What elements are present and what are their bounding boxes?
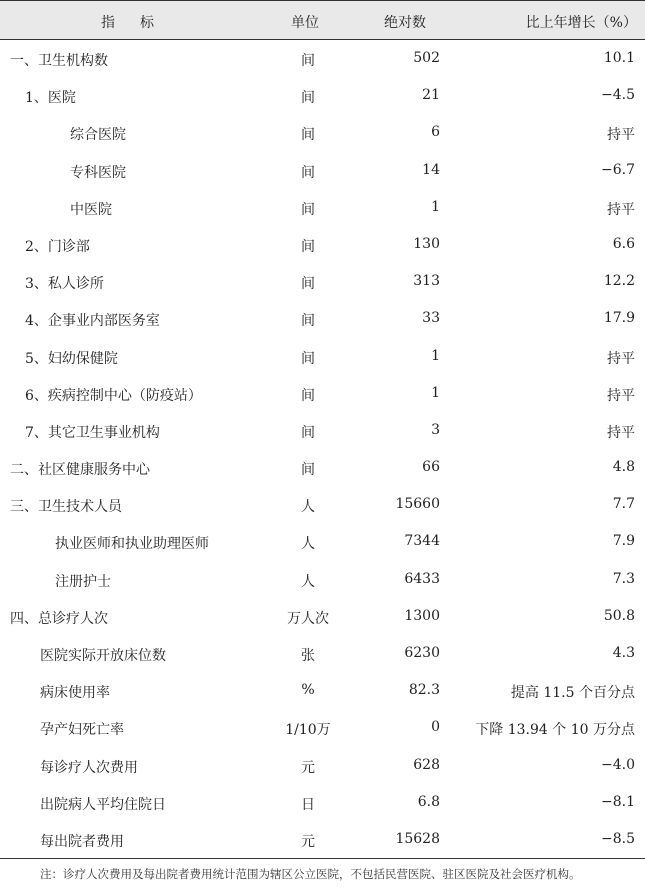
row-unit: 1/10万	[285, 722, 331, 739]
row-growth: −8.1	[601, 793, 635, 810]
row-growth: 7.3	[612, 570, 635, 587]
row-absolute: 82.3	[408, 682, 440, 699]
row-indicator: 二、社区健康服务中心	[10, 462, 150, 479]
row-indicator: 3、私人诊所	[25, 276, 104, 293]
row-growth: 7.9	[612, 533, 635, 550]
row-indicator: 孕产妇死亡率	[40, 722, 124, 739]
row-growth: 持平	[607, 127, 635, 144]
row-absolute: 6433	[404, 570, 440, 587]
table-row	[0, 449, 645, 486]
row-absolute: 6230	[404, 645, 440, 661]
row-unit: 间	[301, 387, 315, 404]
bottom-rule	[0, 858, 645, 859]
row-unit: 间	[301, 462, 315, 479]
row-growth: 持平	[607, 350, 635, 367]
row-growth: 50.8	[603, 607, 635, 624]
table-row	[0, 523, 645, 560]
row-indicator: 6、疾病控制中心（防疫站）	[25, 387, 202, 404]
row-unit: 间	[301, 90, 315, 107]
row-absolute: 15660	[395, 496, 440, 513]
row-growth: 4.8	[612, 459, 635, 476]
table-row	[0, 486, 645, 523]
row-absolute: 1300	[404, 607, 440, 624]
row-unit: 间	[301, 201, 315, 218]
row-absolute: 6.8	[417, 793, 440, 810]
row-absolute: 1	[431, 384, 440, 401]
row-indicator: 三、卫生技术人员	[10, 499, 122, 516]
row-indicator: 2、门诊部	[25, 238, 90, 255]
table-row	[0, 114, 645, 151]
row-absolute: 0	[431, 719, 440, 736]
table-row	[0, 189, 645, 226]
row-growth: 4.3	[612, 645, 635, 661]
row-absolute: 3	[431, 421, 440, 438]
row-unit: 间	[301, 53, 315, 69]
row-indicator: 5、妇幼保健院	[25, 350, 118, 367]
row-absolute: 7344	[404, 533, 440, 550]
row-growth: 持平	[607, 424, 635, 441]
table-row	[0, 300, 645, 337]
row-absolute: 15628	[395, 830, 440, 847]
row-indicator: 4、企事业内部医务室	[25, 313, 160, 330]
row-absolute: 1	[431, 347, 440, 364]
row-absolute: 628	[413, 756, 440, 773]
row-growth: 12.2	[603, 273, 635, 290]
table-body	[0, 40, 645, 858]
row-unit: 张	[301, 648, 315, 664]
table-row	[0, 709, 645, 746]
row-indicator: 注册护士	[55, 573, 111, 590]
table-header	[0, 0, 645, 40]
row-indicator: 病床使用率	[40, 685, 110, 702]
table-row	[0, 821, 645, 858]
row-absolute: 130	[413, 235, 440, 252]
row-unit: 间	[301, 313, 315, 330]
row-absolute: 1	[431, 198, 440, 215]
row-growth: −8.5	[601, 830, 635, 847]
row-indicator: 1、医院	[25, 90, 76, 107]
row-unit: 人	[301, 573, 315, 590]
row-indicator: 综合医院	[70, 127, 126, 144]
row-indicator: 执业医师和执业助理医师	[55, 536, 209, 553]
table-row	[0, 263, 645, 300]
row-unit: 间	[301, 238, 315, 255]
header-growth: 比上年增长（%）	[525, 15, 637, 31]
row-growth: 下降 13.94 个 10 万分点	[475, 722, 635, 739]
row-unit: 间	[301, 164, 315, 181]
header-indicator: 指标	[101, 15, 179, 31]
table-row	[0, 375, 645, 412]
table-row	[0, 672, 645, 709]
table-row	[0, 784, 645, 821]
footnote: 注：诊疗人次费用及每出院者费用统计范围为辖区公立医院，不包括民营医院、驻区医院及社会医疗机构。	[40, 867, 581, 881]
row-growth: 17.9	[603, 310, 635, 327]
row-growth: 10.1	[603, 50, 635, 66]
row-absolute: 313	[413, 273, 440, 290]
row-growth: 提高 11.5 个百分点	[510, 685, 635, 702]
row-unit: 间	[301, 127, 315, 144]
row-unit: 元	[301, 759, 315, 776]
table-row	[0, 598, 645, 635]
table-row	[0, 226, 645, 263]
row-growth: −4.0	[601, 756, 635, 773]
row-growth: 持平	[607, 201, 635, 218]
table-row	[0, 561, 645, 598]
table-row	[0, 338, 645, 375]
row-growth: 持平	[607, 387, 635, 404]
row-indicator: 四、总诊疗人次	[10, 610, 108, 627]
row-unit: 日	[301, 796, 315, 813]
row-absolute: 33	[422, 310, 440, 327]
row-indicator: 专科医院	[70, 164, 126, 181]
row-unit: %	[301, 682, 315, 699]
table-row	[0, 747, 645, 784]
row-indicator: 医院实际开放床位数	[40, 648, 166, 664]
row-absolute: 14	[422, 161, 440, 178]
row-indicator: 一、卫生机构数	[10, 53, 108, 69]
row-absolute: 66	[422, 459, 440, 476]
row-absolute: 21	[422, 87, 440, 104]
row-unit: 元	[301, 833, 315, 850]
row-unit: 间	[301, 350, 315, 367]
row-indicator: 每诊疗人次费用	[40, 759, 138, 776]
row-absolute: 502	[413, 50, 440, 66]
row-indicator: 每出院者费用	[40, 833, 124, 850]
table-row	[0, 152, 645, 189]
header-absolute: 绝对数	[384, 15, 426, 31]
row-unit: 间	[301, 424, 315, 441]
row-growth: 6.6	[612, 235, 635, 252]
table-row	[0, 77, 645, 114]
row-indicator: 7、其它卫生事业机构	[25, 424, 160, 441]
row-unit: 人	[301, 536, 315, 553]
row-unit: 万人次	[287, 610, 329, 627]
row-growth: −6.7	[601, 161, 635, 178]
table-row	[0, 40, 645, 77]
header-unit: 单位	[291, 15, 319, 31]
row-indicator: 出院病人平均住院日	[40, 796, 166, 813]
table-row	[0, 412, 645, 449]
table-row	[0, 635, 645, 672]
row-growth: 7.7	[612, 496, 635, 513]
row-unit: 间	[301, 276, 315, 293]
row-growth: −4.5	[601, 87, 635, 104]
row-absolute: 6	[431, 124, 440, 141]
row-unit: 人	[301, 499, 315, 516]
row-indicator: 中医院	[70, 201, 112, 218]
